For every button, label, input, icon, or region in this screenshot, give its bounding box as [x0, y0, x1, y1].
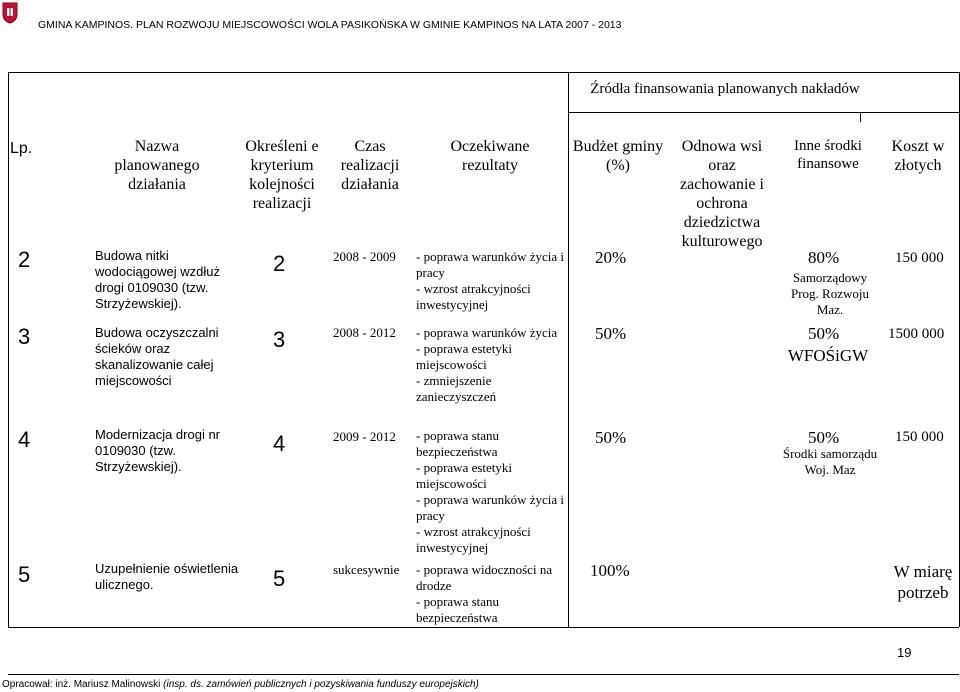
col-header-other-funds: Inne środki finansowe [794, 138, 862, 172]
row-other-pct: 50% [808, 324, 840, 343]
row-other-source: Środki samorządu Woj. Maz [782, 446, 878, 477]
footer-divider [8, 674, 959, 675]
financing-sources-header: Źródła finansowania planowanych nakładów [590, 81, 860, 97]
footer-author: Opracował: inż. Mariusz Malinowski [2, 679, 161, 690]
document-header: GMINA KAMPINOS. PLAN ROZWOJU MIEJSCOWOŚCI WOLA PASIKOŃSKA W GMINIE KAMPINOS NA LATA 2007 - 2013 [38, 19, 622, 31]
row-name: Budowa nitki wodociągowej wzdłuż drogi 0109030 (tzw. Strzyżewskiej). [95, 248, 221, 311]
row-lp: 2 [18, 247, 31, 272]
row-other-pct: 80% [808, 248, 840, 267]
col-header-lp: Lp. [10, 140, 33, 157]
col-header-village-renewal: Odnowa wsi oraz zachowanie i ochrona dziedzictwa kulturowego [680, 138, 764, 250]
row-name: Modernizacja drogi nr 0109030 (tzw. Strzyżewskiej). [95, 427, 221, 474]
footer-author-note: (insp. ds. zamówień publicznych i pozyskiwania funduszy europejskich) [163, 679, 479, 690]
col-header-cost: Koszt w złotych [891, 138, 945, 174]
row-name: Budowa oczyszczalni ścieków oraz skanalizowanie całej miejscowości [95, 325, 219, 388]
row-cost: 150 000 [895, 429, 944, 445]
row-other-source: WFOŚiGW [787, 346, 869, 365]
row-priority: 4 [273, 431, 286, 456]
row-priority: 2 [273, 251, 286, 276]
row-period: sukcesywnie [333, 562, 400, 577]
col-header-period: Czas realizacji działania [340, 138, 400, 193]
row-priority: 5 [273, 566, 286, 591]
row-results: - poprawa warunków życia - poprawa estetyki miejscowości - zmniejszenie zanieczyszczeń [416, 325, 558, 404]
row-cost: W miarę potrzeb [893, 562, 953, 602]
row-period: 2008 - 2009 [333, 249, 396, 264]
row-cost: 1500 000 [888, 326, 945, 342]
row-period: 2009 - 2012 [333, 429, 396, 444]
row-results: - poprawa warunków życia i pracy - wzrost atrakcyjności inwestycyjnej [416, 249, 564, 312]
row-results: - poprawa widoczności na drodze - poprawa stanu bezpieczeństwa [416, 562, 553, 625]
row-other-pct: 50% [808, 428, 840, 447]
col-header-budget: Budżet gminy (%) [572, 138, 664, 174]
row-lp: 3 [18, 324, 31, 349]
row-results: - poprawa stanu bezpieczeństwa - poprawa estetyki miejscowości - poprawa warunków życia i pracy - wzrost atrakcyjności inwestycyjnej [416, 428, 564, 555]
row-budget: 50% [595, 428, 627, 447]
row-budget: 50% [595, 324, 627, 343]
row-budget: 100% [590, 561, 630, 580]
footer [2, 679, 479, 690]
row-budget: 20% [595, 248, 627, 267]
col-header-name: Nazwa planowanego działania [114, 138, 200, 193]
col-header-results: Oczekiwane rezultaty [450, 138, 530, 174]
row-other-source: Samorządowy Prog. Rozwoju Maz. [791, 270, 869, 317]
row-lp: 4 [18, 427, 31, 452]
row-name: Uzupełnienie oświetlenia ulicznego. [95, 561, 239, 592]
row-cost: 150 000 [895, 250, 944, 266]
col-header-priority: Określeni e kryterium kolejności realizacji [245, 138, 319, 212]
gmina-crest-logo [2, 2, 18, 24]
page-number: 19 [897, 645, 912, 660]
row-priority: 3 [273, 327, 286, 352]
row-lp: 5 [18, 562, 31, 587]
row-period: 2008 - 2012 [333, 325, 396, 340]
